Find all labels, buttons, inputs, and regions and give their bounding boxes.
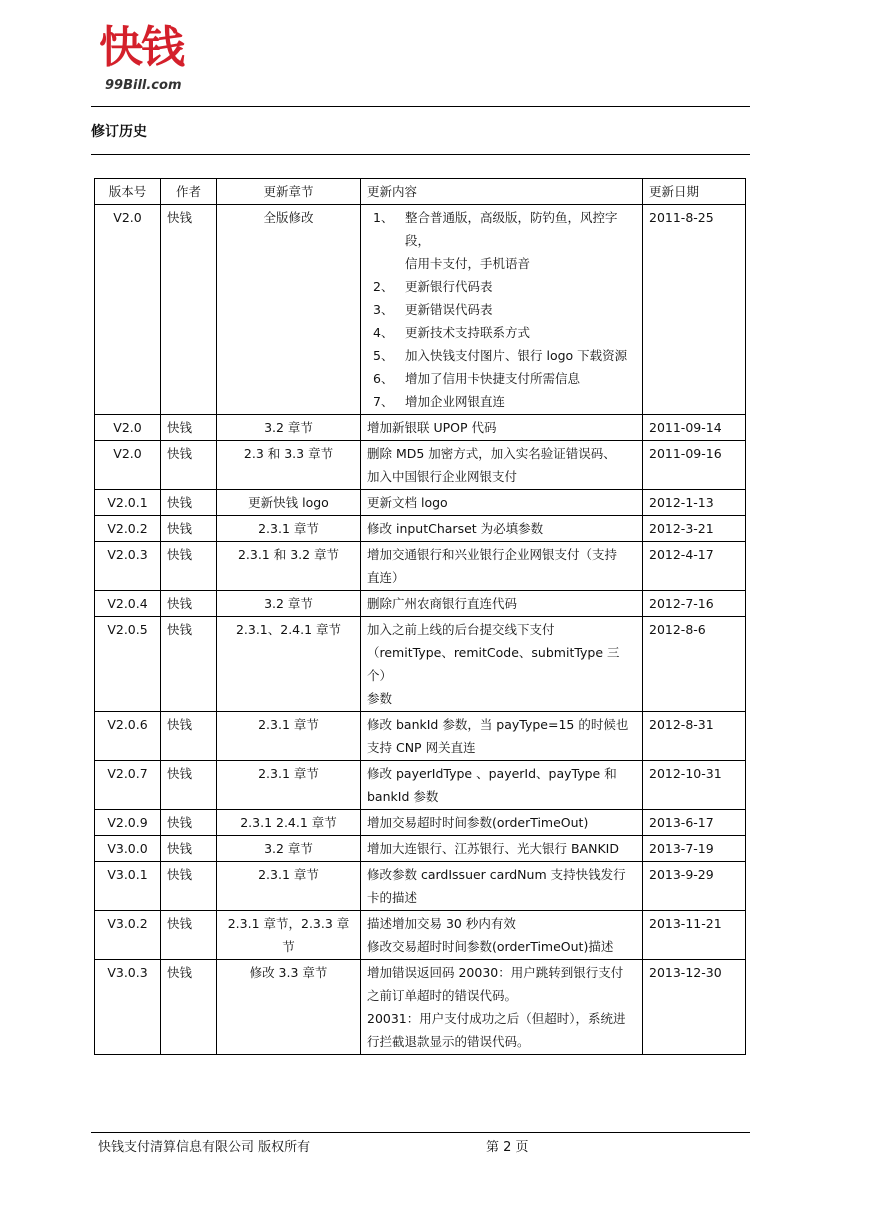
table-row bbox=[95, 712, 746, 761]
header-content: 更新内容 bbox=[361, 179, 643, 205]
table-row bbox=[95, 911, 746, 960]
chapter-cell: 2.3.1 章节 bbox=[217, 862, 361, 911]
chapter-cell: 3.2 章节 bbox=[217, 836, 361, 862]
footer-copyright: 快钱支付清算信息有限公司 版权所有 bbox=[98, 1140, 311, 1155]
date-cell: 2013-9-29 bbox=[643, 862, 746, 911]
list-item bbox=[367, 206, 636, 275]
table-row bbox=[95, 516, 746, 542]
list-number: 4、 bbox=[373, 325, 394, 340]
content-line: 20031：用户支付成功之后（但超时），系统进 bbox=[367, 1011, 626, 1026]
chapter-cell: 2.3.1 章节，2.3.3 章节 bbox=[217, 911, 361, 960]
author-cell: 快钱 bbox=[161, 617, 217, 712]
content-line: 修改参数 cardIssuer cardNum 支持快钱发行 bbox=[367, 867, 626, 882]
date-cell: 2011-8-25 bbox=[643, 205, 746, 415]
chapter-cell: 2.3 和 3.3 章节 bbox=[217, 441, 361, 490]
list-item bbox=[367, 298, 636, 321]
content-line: 修改 bankId 参数，当 payType=15 的时候也 bbox=[367, 717, 629, 732]
content-line: 删除广州农商银行直连代码 bbox=[367, 596, 518, 611]
content-line: 之前订单超时的错误代码。 bbox=[367, 988, 518, 1003]
list-item bbox=[367, 275, 636, 298]
content-line: 删除 MD5 加密方式，加入实名验证错误码、 bbox=[367, 446, 616, 461]
list-item bbox=[367, 344, 636, 367]
version-cell: V2.0.1 bbox=[95, 490, 161, 516]
content-line: 修改 payerIdType 、payerId、payType 和 bbox=[367, 766, 617, 781]
chapter-cell: 3.2 章节 bbox=[217, 591, 361, 617]
version-cell: V2.0 bbox=[95, 205, 161, 415]
header-date: 更新日期 bbox=[643, 179, 746, 205]
content-cell bbox=[361, 441, 643, 490]
content-line: 行拦截退款显示的错误代码。 bbox=[367, 1034, 530, 1049]
content-line: 卡的描述 bbox=[367, 890, 418, 905]
date-cell: 2013-11-21 bbox=[643, 911, 746, 960]
content-line: 支持 CNP 网关直连 bbox=[367, 740, 476, 755]
version-cell: V3.0.0 bbox=[95, 836, 161, 862]
table-row bbox=[95, 490, 746, 516]
table-row bbox=[95, 617, 746, 712]
version-cell: V3.0.1 bbox=[95, 862, 161, 911]
content-line: 增加错误返回码 20030：用户跳转到银行支付 bbox=[367, 965, 624, 980]
chapter-cell: 2.3.1 章节 bbox=[217, 516, 361, 542]
date-cell: 2012-3-21 bbox=[643, 516, 746, 542]
date-cell: 2013-12-30 bbox=[643, 960, 746, 1055]
chapter-cell: 2.3.1 和 3.2 章节 bbox=[217, 542, 361, 591]
list-text: 更新银行代码表 bbox=[405, 279, 493, 294]
date-cell: 2012-8-6 bbox=[643, 617, 746, 712]
table-row bbox=[95, 862, 746, 911]
date-cell: 2012-7-16 bbox=[643, 591, 746, 617]
version-cell: V2.0.9 bbox=[95, 810, 161, 836]
content-line: 修改 inputCharset 为必填参数 bbox=[367, 521, 544, 536]
table-row bbox=[95, 441, 746, 490]
content-line: 描述增加交易 30 秒内有效 bbox=[367, 916, 516, 931]
content-line: 增加交通银行和兴业银行企业网银支付（支持 bbox=[367, 547, 618, 562]
content-cell bbox=[361, 836, 643, 862]
table-row bbox=[95, 960, 746, 1055]
content-cell bbox=[361, 761, 643, 810]
company-logo bbox=[97, 22, 227, 96]
list-number: 6、 bbox=[373, 371, 394, 386]
logo-domain: 99Bill.com bbox=[105, 78, 182, 93]
chapter-cell: 全版修改 bbox=[217, 205, 361, 415]
content-line: 加入之前上线的后台提交线下支付 bbox=[367, 622, 555, 637]
content-cell bbox=[361, 617, 643, 712]
content-line: 更新文档 logo bbox=[367, 495, 448, 510]
content-cell bbox=[361, 415, 643, 441]
content-line: 加入中国银行企业网银支付 bbox=[367, 469, 518, 484]
list-item bbox=[367, 321, 636, 344]
chapter-cell: 3.2 章节 bbox=[217, 415, 361, 441]
list-number: 1、 bbox=[373, 210, 394, 225]
author-cell: 快钱 bbox=[161, 441, 217, 490]
author-cell: 快钱 bbox=[161, 960, 217, 1055]
date-cell: 2011-09-14 bbox=[643, 415, 746, 441]
content-line: 增加交易超时时间参数(orderTimeOut) bbox=[367, 815, 589, 830]
version-cell: V2.0.3 bbox=[95, 542, 161, 591]
revision-history-table bbox=[94, 178, 746, 1055]
chapter-cell: 2.3.1 2.4.1 章节 bbox=[217, 810, 361, 836]
content-cell bbox=[361, 862, 643, 911]
content-line: 参数 bbox=[367, 691, 393, 706]
table-row bbox=[95, 415, 746, 441]
content-cell bbox=[361, 960, 643, 1055]
list-number: 7、 bbox=[373, 394, 394, 409]
version-cell: V2.0.5 bbox=[95, 617, 161, 712]
date-cell: 2013-6-17 bbox=[643, 810, 746, 836]
change-list bbox=[367, 206, 636, 413]
content-line: bankId 参数 bbox=[367, 789, 439, 804]
author-cell: 快钱 bbox=[161, 862, 217, 911]
chapter-cell: 更新快钱 logo bbox=[217, 490, 361, 516]
author-cell: 快钱 bbox=[161, 761, 217, 810]
date-cell: 2011-09-16 bbox=[643, 441, 746, 490]
table-row bbox=[95, 205, 746, 415]
table-row bbox=[95, 810, 746, 836]
list-text: 更新错误代码表 bbox=[405, 302, 493, 317]
chapter-cell: 2.3.1、2.4.1 章节 bbox=[217, 617, 361, 712]
list-number: 5、 bbox=[373, 348, 394, 363]
list-item bbox=[367, 367, 636, 390]
date-cell: 2012-10-31 bbox=[643, 761, 746, 810]
page-title: 修订历史 bbox=[91, 124, 147, 140]
version-cell: V2.0.6 bbox=[95, 712, 161, 761]
version-cell: V3.0.3 bbox=[95, 960, 161, 1055]
date-cell: 2013-7-19 bbox=[643, 836, 746, 862]
version-cell: V2.0.4 bbox=[95, 591, 161, 617]
table-row bbox=[95, 542, 746, 591]
author-cell: 快钱 bbox=[161, 911, 217, 960]
date-cell: 2012-8-31 bbox=[643, 712, 746, 761]
list-item bbox=[367, 390, 636, 413]
author-cell: 快钱 bbox=[161, 205, 217, 415]
list-text: 增加企业网银直连 bbox=[405, 394, 506, 409]
footer-page-number: 第 2 页 bbox=[486, 1140, 529, 1155]
list-text: 更新技术支持联系方式 bbox=[405, 325, 531, 340]
author-cell: 快钱 bbox=[161, 836, 217, 862]
date-cell: 2012-1-13 bbox=[643, 490, 746, 516]
content-line: （remitType、remitCode、submitType 三个） bbox=[367, 645, 620, 683]
version-cell: V3.0.2 bbox=[95, 911, 161, 960]
list-text: 信用卡支付，手机语音 bbox=[405, 256, 531, 271]
content-cell bbox=[361, 490, 643, 516]
content-cell bbox=[361, 542, 643, 591]
chapter-cell: 2.3.1 章节 bbox=[217, 761, 361, 810]
title-divider bbox=[91, 154, 750, 155]
table-row bbox=[95, 591, 746, 617]
table-header-row bbox=[95, 179, 746, 205]
header-chapter: 更新章节 bbox=[217, 179, 361, 205]
author-cell: 快钱 bbox=[161, 810, 217, 836]
content-cell bbox=[361, 591, 643, 617]
list-text: 整合普通版，高级版，防钓鱼，风控字段， bbox=[405, 210, 618, 248]
author-cell: 快钱 bbox=[161, 542, 217, 591]
version-cell: V2.0.7 bbox=[95, 761, 161, 810]
header-divider bbox=[91, 106, 750, 107]
chapter-cell: 2.3.1 章节 bbox=[217, 712, 361, 761]
version-cell: V2.0 bbox=[95, 415, 161, 441]
header-author: 作者 bbox=[161, 179, 217, 205]
list-number: 2、 bbox=[373, 279, 394, 294]
version-cell: V2.0 bbox=[95, 441, 161, 490]
content-line: 增加大连银行、江苏银行、光大银行 BANKID bbox=[367, 841, 619, 856]
content-cell bbox=[361, 810, 643, 836]
header-version: 版本号 bbox=[95, 179, 161, 205]
list-text: 加入快钱支付图片、银行 logo 下载资源 bbox=[405, 348, 628, 363]
table-row bbox=[95, 761, 746, 810]
content-cell bbox=[361, 205, 643, 415]
content-cell bbox=[361, 516, 643, 542]
author-cell: 快钱 bbox=[161, 591, 217, 617]
logo-mark: 快钱 bbox=[99, 22, 183, 73]
author-cell: 快钱 bbox=[161, 490, 217, 516]
author-cell: 快钱 bbox=[161, 516, 217, 542]
footer-divider bbox=[91, 1132, 750, 1133]
content-line: 修改交易超时时间参数(orderTimeOut)描述 bbox=[367, 939, 614, 954]
author-cell: 快钱 bbox=[161, 712, 217, 761]
content-line: 直连） bbox=[367, 570, 405, 585]
content-cell bbox=[361, 712, 643, 761]
chapter-cell: 修改 3.3 章节 bbox=[217, 960, 361, 1055]
version-cell: V2.0.2 bbox=[95, 516, 161, 542]
content-line: 增加新银联 UPOP 代码 bbox=[367, 420, 497, 435]
author-cell: 快钱 bbox=[161, 415, 217, 441]
content-cell bbox=[361, 911, 643, 960]
table-row bbox=[95, 836, 746, 862]
date-cell: 2012-4-17 bbox=[643, 542, 746, 591]
list-text: 增加了信用卡快捷支付所需信息 bbox=[405, 371, 581, 386]
list-number: 3、 bbox=[373, 302, 394, 317]
